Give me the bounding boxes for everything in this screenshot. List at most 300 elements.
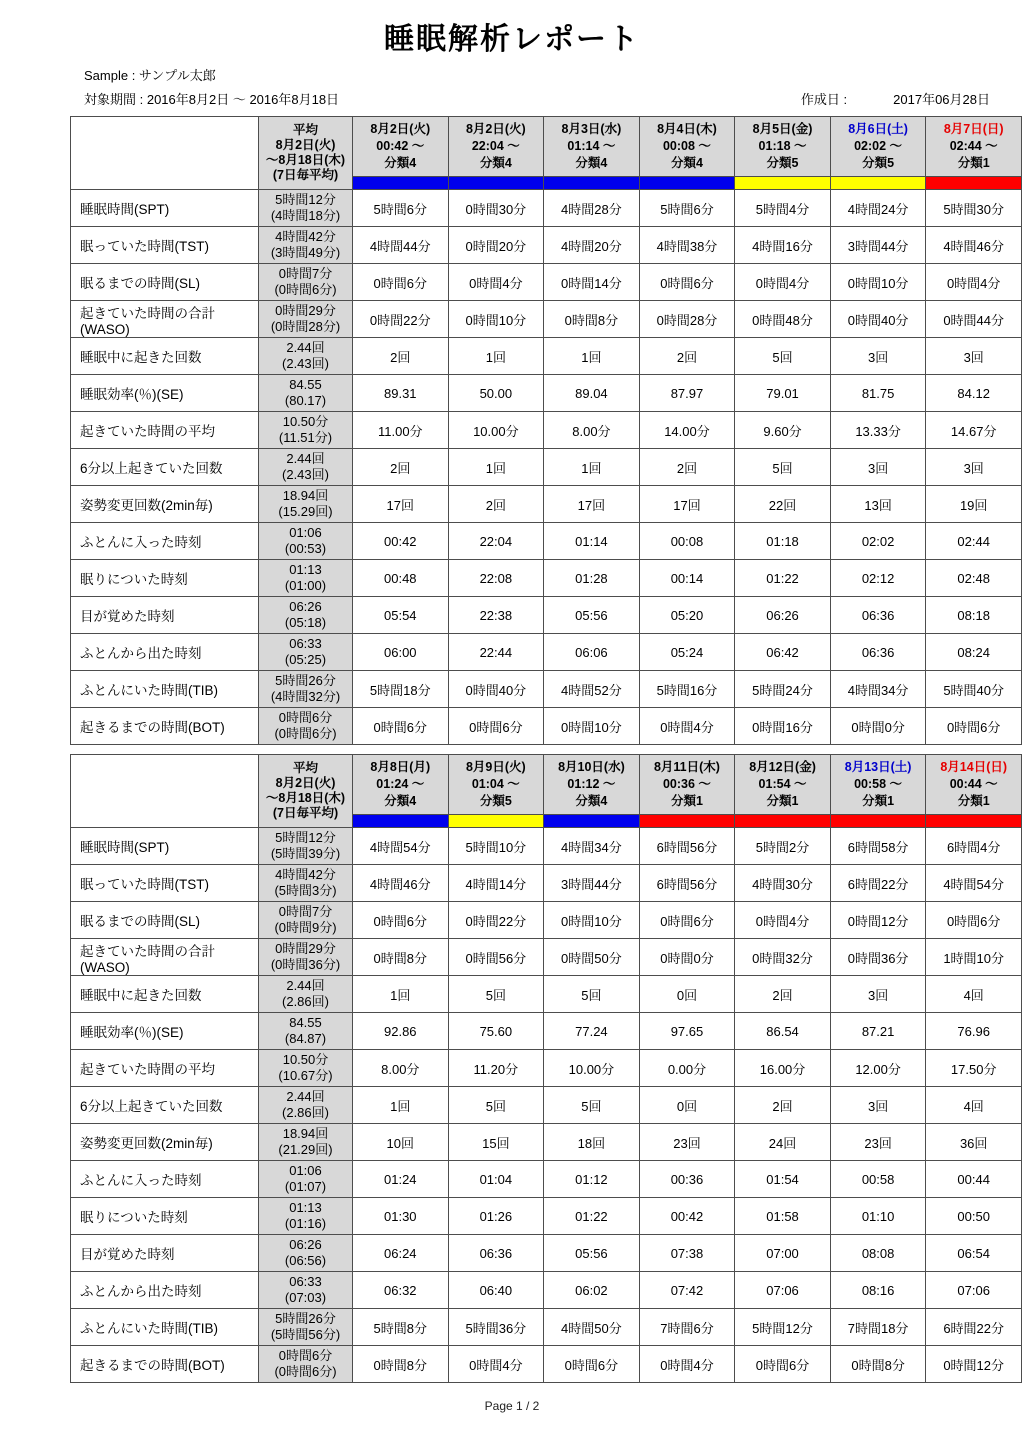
day-header-category: 分類4 [575, 794, 608, 808]
category-color-bar [735, 815, 831, 828]
row-label: 睡眠中に起きた回数 [71, 338, 259, 375]
average-value-line: 0時間6分 [278, 1348, 333, 1363]
value-cell: 01:28 [544, 560, 640, 597]
average-value-cell [259, 708, 353, 745]
average-value-cell [259, 375, 353, 412]
value-cell: 08:18 [926, 597, 1022, 634]
value-cell: 0時間6分 [353, 264, 449, 301]
row-label: 姿勢変更回数(2min毎) [71, 486, 259, 523]
value-cell: 10.00分 [448, 412, 544, 449]
day-header-category: 分類4 [670, 156, 703, 170]
value-cell: 15回 [448, 1124, 544, 1161]
day-header-date: 8月3日(水) [561, 122, 622, 136]
value-cell: 0時間40分 [448, 671, 544, 708]
period-label: 対象期間 : 2016年8月2日 ～ 2016年8月18日 [84, 92, 340, 107]
value-cell: 0時間56分 [448, 939, 544, 976]
average-value-cell [259, 1013, 353, 1050]
value-cell: 1時間10分 [926, 939, 1022, 976]
average-value-cell [259, 412, 353, 449]
average-value-line: 5時間12分 [275, 830, 336, 845]
average-value-line: (84.87) [284, 1031, 327, 1046]
value-cell: 22:08 [448, 560, 544, 597]
value-cell: 0時間8分 [544, 301, 640, 338]
average-value-cell [259, 634, 353, 671]
value-cell: 5時間16分 [639, 671, 735, 708]
average-value-line: 18.94回 [282, 488, 329, 503]
day-column-header [544, 755, 640, 815]
value-cell: 89.04 [544, 375, 640, 412]
category-color-bar [448, 177, 544, 190]
value-cell: 0時間4分 [735, 902, 831, 939]
average-value-cell [259, 1087, 353, 1124]
average-value-line: (3時間49分) [270, 245, 341, 260]
row-label: 起きていた時間の平均 [71, 1050, 259, 1087]
table-row [71, 375, 1022, 412]
day-header-date: 8月6日(土) [848, 122, 908, 136]
value-cell: 3回 [926, 449, 1022, 486]
table-row [71, 301, 1022, 338]
value-cell: 6時間56分 [639, 865, 735, 902]
value-cell: 0時間8分 [353, 1346, 449, 1383]
average-value-cell [259, 865, 353, 902]
average-value-line: (01:00) [284, 578, 327, 593]
row-label: 睡眠中に起きた回数 [71, 976, 259, 1013]
value-cell: 22:04 [448, 523, 544, 560]
average-value-line: (0時間6分) [274, 726, 337, 741]
average-value-line: 01:13 [289, 1200, 322, 1215]
table-row [71, 1087, 1022, 1124]
value-cell: 4時間54分 [926, 865, 1022, 902]
average-header-line: 8月2日(火) [275, 138, 336, 152]
value-cell: 0時間10分 [448, 301, 544, 338]
table-row [71, 902, 1022, 939]
average-value-line: 84.55 [289, 1015, 322, 1030]
average-value-cell [259, 671, 353, 708]
average-value-cell [259, 449, 353, 486]
category-color-bar [830, 815, 926, 828]
day-header-date: 8月7日(日) [943, 122, 1004, 136]
value-cell: 08:24 [926, 634, 1022, 671]
value-cell: 16.00分 [735, 1050, 831, 1087]
value-cell: 36回 [926, 1124, 1022, 1161]
average-header-line: ～8月18日(木) [265, 153, 346, 167]
value-cell: 07:00 [735, 1235, 831, 1272]
value-cell: 23回 [639, 1124, 735, 1161]
value-cell: 0時間10分 [544, 708, 640, 745]
value-cell: 01:14 [544, 523, 640, 560]
value-cell: 0時間8分 [353, 939, 449, 976]
value-cell: 4時間14分 [448, 865, 544, 902]
value-cell: 22:38 [448, 597, 544, 634]
average-value-cell [259, 486, 353, 523]
average-value-cell [259, 1309, 353, 1346]
value-cell: 02:48 [926, 560, 1022, 597]
row-label: 眠りについた時刻 [71, 560, 259, 597]
value-cell: 06:36 [448, 1235, 544, 1272]
value-cell: 0時間12分 [830, 902, 926, 939]
day-header-start-time: 00:36 ～ [662, 777, 711, 791]
day-column-header [639, 117, 735, 177]
value-cell: 5時間36分 [448, 1309, 544, 1346]
value-cell: 0時間4分 [448, 1346, 544, 1383]
average-value-line: (11.51分) [278, 430, 333, 445]
average-value-line: 2.44回 [286, 340, 325, 355]
value-cell: 5回 [448, 1087, 544, 1124]
average-value-line: (0時間6分) [274, 1364, 337, 1379]
value-cell: 6時間56分 [639, 828, 735, 865]
day-header-start-time: 00:44 ～ [949, 777, 998, 791]
created-date-value: 2017年06月28日 [893, 92, 990, 107]
category-color-bar [544, 177, 640, 190]
day-header-start-time: 00:58 ～ [854, 777, 903, 791]
table-row [71, 264, 1022, 301]
average-value-line: 06:26 [289, 599, 322, 614]
day-header-start-time: 22:04 ～ [471, 139, 520, 153]
category-color-bar [448, 815, 544, 828]
sleep-data-table-1 [70, 116, 1022, 745]
day-header-category: 分類1 [957, 156, 990, 170]
value-cell: 4時間44分 [353, 227, 449, 264]
average-value-line: (10.67分) [278, 1068, 333, 1083]
value-cell: 0時間32分 [735, 939, 831, 976]
average-value-cell [259, 1346, 353, 1383]
average-value-line: (2.43回) [282, 467, 329, 482]
value-cell: 0時間6分 [639, 264, 735, 301]
header-spacer-cell [71, 755, 259, 828]
value-cell: 5回 [544, 1087, 640, 1124]
average-value-line: (5時間3分) [274, 883, 337, 898]
average-value-cell [259, 338, 353, 375]
value-cell: 0時間6分 [448, 708, 544, 745]
value-cell: 5時間4分 [735, 190, 831, 227]
day-header-date: 8月10日(水) [558, 760, 625, 774]
value-cell: 6時間22分 [830, 865, 926, 902]
value-cell: 0時間6分 [926, 708, 1022, 745]
value-cell: 50.00 [448, 375, 544, 412]
category-color-bar [830, 177, 926, 190]
sleep-table-week2-container [70, 754, 1024, 1383]
row-label: 目が覚めた時刻 [71, 1235, 259, 1272]
table-row [71, 560, 1022, 597]
average-value-line: 0時間7分 [278, 904, 333, 919]
value-cell: 0時間0分 [639, 939, 735, 976]
value-cell: 5時間10分 [448, 828, 544, 865]
average-value-line: 0時間29分 [275, 941, 336, 956]
value-cell: 06:36 [830, 597, 926, 634]
row-label: 睡眠効率(％)(SE) [71, 375, 259, 412]
row-label: 姿勢変更回数(2min毎) [71, 1124, 259, 1161]
value-cell: 0時間48分 [735, 301, 831, 338]
day-header-category: 分類5 [766, 156, 799, 170]
average-value-line: (0時間6分) [274, 282, 337, 297]
day-column-header [448, 755, 544, 815]
category-color-bar [639, 815, 735, 828]
day-column-header [448, 117, 544, 177]
value-cell: 3回 [830, 449, 926, 486]
day-header-date: 8月11日(木) [653, 760, 720, 774]
value-cell: 2回 [448, 486, 544, 523]
average-value-line: (21.29回) [278, 1142, 333, 1157]
day-header-date: 8月2日(火) [370, 122, 431, 136]
average-column-header [259, 755, 353, 828]
average-value-line: 2.44回 [286, 451, 325, 466]
value-cell: 4時間28分 [544, 190, 640, 227]
value-cell: 05:54 [353, 597, 449, 634]
value-cell: 87.21 [830, 1013, 926, 1050]
value-cell: 00:44 [926, 1161, 1022, 1198]
value-cell: 07:06 [735, 1272, 831, 1309]
value-cell: 19回 [926, 486, 1022, 523]
value-cell: 22:44 [448, 634, 544, 671]
value-cell: 0時間4分 [639, 708, 735, 745]
average-value-line: 06:33 [289, 636, 322, 651]
value-cell: 4時間34分 [544, 828, 640, 865]
page-title: 睡眠解析レポート [384, 23, 640, 56]
average-value-line: 06:26 [289, 1237, 322, 1252]
value-cell: 5回 [448, 976, 544, 1013]
value-cell: 05:20 [639, 597, 735, 634]
table-row [71, 1309, 1022, 1346]
average-value-cell [259, 976, 353, 1013]
value-cell: 0時間20分 [448, 227, 544, 264]
table-row [71, 338, 1022, 375]
table-row [71, 1272, 1022, 1309]
category-color-bar [735, 177, 831, 190]
category-color-bar [353, 815, 449, 828]
average-value-line: (2.43回) [282, 356, 329, 371]
value-cell: 01:04 [448, 1161, 544, 1198]
value-cell: 0時間44分 [926, 301, 1022, 338]
average-value-cell [259, 1198, 353, 1235]
value-cell: 01:54 [735, 1161, 831, 1198]
value-cell: 23回 [830, 1124, 926, 1161]
value-cell: 92.86 [353, 1013, 449, 1050]
average-value-line: (80.17) [284, 393, 327, 408]
value-cell: 6時間58分 [830, 828, 926, 865]
value-cell: 0時間6分 [926, 902, 1022, 939]
average-value-line: 4時間42分 [275, 867, 336, 882]
average-value-line: (07:03) [284, 1290, 327, 1305]
value-cell: 5回 [735, 449, 831, 486]
value-cell: 11.20分 [448, 1050, 544, 1087]
average-value-cell [259, 597, 353, 634]
average-value-line: (01:07) [284, 1179, 327, 1194]
row-label: ふとんにいた時間(TIB) [71, 671, 259, 708]
value-cell: 06:26 [735, 597, 831, 634]
value-cell: 00:50 [926, 1198, 1022, 1235]
value-cell: 84.12 [926, 375, 1022, 412]
table-row [71, 1346, 1022, 1383]
average-value-cell [259, 1272, 353, 1309]
day-header-category: 分類5 [479, 794, 512, 808]
day-header-date: 8月5日(金) [752, 122, 813, 136]
value-cell: 07:06 [926, 1272, 1022, 1309]
value-cell: 77.24 [544, 1013, 640, 1050]
value-cell: 8.00分 [353, 1050, 449, 1087]
row-label: ふとんに入った時刻 [71, 1161, 259, 1198]
value-cell: 81.75 [830, 375, 926, 412]
table-row [71, 486, 1022, 523]
row-label: 起きていた時間の合計(WASO) [71, 939, 259, 976]
average-value-cell [259, 828, 353, 865]
value-cell: 5時間24分 [735, 671, 831, 708]
table-row [71, 597, 1022, 634]
day-column-header [830, 755, 926, 815]
value-cell: 00:36 [639, 1161, 735, 1198]
value-cell: 3回 [926, 338, 1022, 375]
average-value-line: 0時間6分 [278, 710, 333, 725]
value-cell: 01:24 [353, 1161, 449, 1198]
table-row [71, 412, 1022, 449]
value-cell: 0時間12分 [926, 1346, 1022, 1383]
day-header-category: 分類1 [957, 794, 990, 808]
value-cell: 6時間4分 [926, 828, 1022, 865]
value-cell: 00:42 [639, 1198, 735, 1235]
category-color-bar [544, 815, 640, 828]
average-value-line: 01:06 [289, 1163, 322, 1178]
row-label: 眠るまでの時間(SL) [71, 902, 259, 939]
average-value-cell [259, 1050, 353, 1087]
value-cell: 79.01 [735, 375, 831, 412]
category-color-bar [353, 177, 449, 190]
value-cell: 13回 [830, 486, 926, 523]
day-header-start-time: 01:54 ～ [758, 777, 807, 791]
row-label: ふとんに入った時刻 [71, 523, 259, 560]
value-cell: 13.33分 [830, 412, 926, 449]
table-row [71, 1050, 1022, 1087]
value-cell: 0時間36分 [830, 939, 926, 976]
category-color-bar [926, 815, 1022, 828]
average-header-line: ～8月18日(木) [265, 791, 346, 805]
average-value-cell [259, 227, 353, 264]
row-label: ふとんから出た時刻 [71, 1272, 259, 1309]
value-cell: 3回 [830, 1087, 926, 1124]
value-cell: 01:26 [448, 1198, 544, 1235]
table-row [71, 865, 1022, 902]
value-cell: 10.00分 [544, 1050, 640, 1087]
average-value-line: (05:25) [284, 652, 327, 667]
value-cell: 14.00分 [639, 412, 735, 449]
table-row [71, 634, 1022, 671]
value-cell: 0時間40分 [830, 301, 926, 338]
value-cell: 0時間50分 [544, 939, 640, 976]
average-value-line: 2.44回 [286, 978, 325, 993]
value-cell: 10回 [353, 1124, 449, 1161]
day-header-start-time: 01:24 ～ [376, 777, 425, 791]
value-cell: 2回 [353, 449, 449, 486]
value-cell: 00:58 [830, 1161, 926, 1198]
day-header-date: 8月12日(金) [749, 760, 816, 774]
average-value-line: 0時間29分 [275, 303, 336, 318]
value-cell: 01:58 [735, 1198, 831, 1235]
value-cell: 4時間20分 [544, 227, 640, 264]
value-cell: 07:42 [639, 1272, 735, 1309]
row-label: 睡眠効率(％)(SE) [71, 1013, 259, 1050]
average-value-line: 5時間26分 [275, 673, 336, 688]
average-value-line: 4時間42分 [275, 229, 336, 244]
value-cell: 5回 [544, 976, 640, 1013]
value-cell: 0.00分 [639, 1050, 735, 1087]
average-value-line: (5時間39分) [270, 846, 341, 861]
value-cell: 3時間44分 [830, 227, 926, 264]
day-header-date: 8月9日(火) [465, 760, 526, 774]
value-cell: 4時間52分 [544, 671, 640, 708]
average-value-cell [259, 560, 353, 597]
category-color-bar [639, 177, 735, 190]
value-cell: 06:54 [926, 1235, 1022, 1272]
value-cell: 4時間54分 [353, 828, 449, 865]
category-color-bar [926, 177, 1022, 190]
value-cell: 11.00分 [353, 412, 449, 449]
value-cell: 05:56 [544, 597, 640, 634]
value-cell: 0時間6分 [735, 1346, 831, 1383]
header-spacer-cell [71, 117, 259, 190]
day-header-start-time: 00:08 ～ [662, 139, 711, 153]
value-cell: 8.00分 [544, 412, 640, 449]
value-cell: 5時間18分 [353, 671, 449, 708]
value-cell: 87.97 [639, 375, 735, 412]
value-cell: 14.67分 [926, 412, 1022, 449]
value-cell: 97.65 [639, 1013, 735, 1050]
value-cell: 0時間28分 [639, 301, 735, 338]
value-cell: 4時間34分 [830, 671, 926, 708]
created-date [801, 92, 990, 108]
value-cell: 05:24 [639, 634, 735, 671]
value-cell: 02:12 [830, 560, 926, 597]
day-header-start-time: 00:42 ～ [376, 139, 425, 153]
row-label: ふとんにいた時間(TIB) [71, 1309, 259, 1346]
average-header-line: (7日毎平均) [272, 806, 339, 820]
page-number: Page 1 / 2 [484, 1399, 540, 1413]
value-cell: 02:02 [830, 523, 926, 560]
row-label: 目が覚めた時刻 [71, 597, 259, 634]
average-header-line: 8月2日(火) [275, 776, 336, 790]
value-cell: 75.60 [448, 1013, 544, 1050]
day-header-date: 8月2日(火) [465, 122, 526, 136]
row-label: ふとんから出た時刻 [71, 634, 259, 671]
value-cell: 4回 [926, 1087, 1022, 1124]
value-cell: 5時間12分 [735, 1309, 831, 1346]
value-cell: 0時間6分 [544, 1346, 640, 1383]
value-cell: 5時間30分 [926, 190, 1022, 227]
value-cell: 1回 [448, 449, 544, 486]
average-value-line: 10.50分 [282, 414, 329, 429]
value-cell: 5時間40分 [926, 671, 1022, 708]
row-label: 眠るまでの時間(SL) [71, 264, 259, 301]
value-cell: 00:08 [639, 523, 735, 560]
table-row [71, 449, 1022, 486]
value-cell: 01:30 [353, 1198, 449, 1235]
row-label: 眠っていた時間(TST) [71, 865, 259, 902]
average-value-line: (0時間28分) [270, 319, 341, 334]
value-cell: 01:18 [735, 523, 831, 560]
value-cell: 3回 [830, 338, 926, 375]
average-value-cell [259, 264, 353, 301]
value-cell: 2回 [639, 338, 735, 375]
value-cell: 0時間16分 [735, 708, 831, 745]
average-value-cell [259, 190, 353, 227]
value-cell: 89.31 [353, 375, 449, 412]
value-cell: 06:32 [353, 1272, 449, 1309]
value-cell: 06:02 [544, 1272, 640, 1309]
value-cell: 0時間4分 [448, 264, 544, 301]
average-value-line: (00:53) [284, 541, 327, 556]
day-header-start-time: 01:04 ～ [471, 777, 520, 791]
row-label: 眠りについた時刻 [71, 1198, 259, 1235]
table-row [71, 1013, 1022, 1050]
value-cell: 5回 [735, 338, 831, 375]
created-date-label: 作成日 : [800, 92, 848, 107]
